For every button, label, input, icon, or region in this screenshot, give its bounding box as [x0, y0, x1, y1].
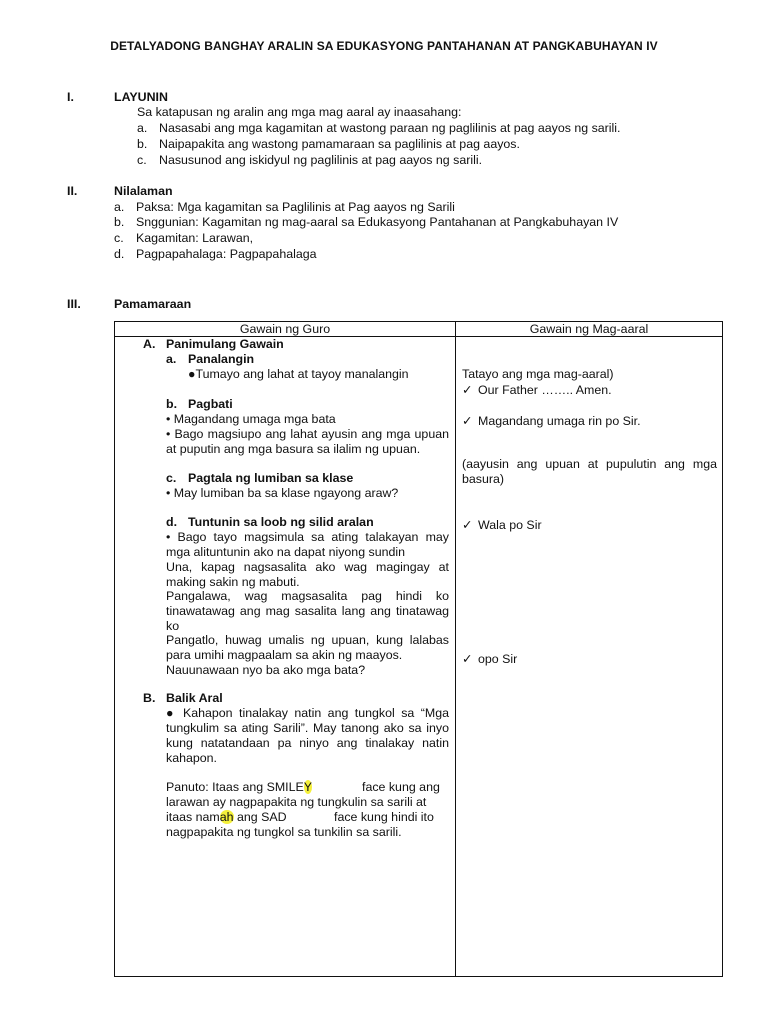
- check-icon: ✓: [462, 652, 473, 666]
- panuto-line: [166, 810, 287, 825]
- sub-title: Pagbati: [188, 397, 233, 411]
- part-marker: A.: [143, 337, 156, 351]
- part-title: Balik Aral: [166, 691, 223, 705]
- list-marker: a.: [137, 121, 148, 135]
- list-text: Paksa: Mga kagamitan sa Paglilinis at Pag aayos ng Sarili: [136, 200, 455, 214]
- greeting-instruction: • Bago magsiupo ang lahat ayusin ang mga upuan at puputin ang mga basura sa ilalim ng upuan.: [166, 427, 449, 456]
- sub-title: Pagtala ng lumiban sa klase: [188, 471, 354, 485]
- section-number: I.: [67, 90, 74, 104]
- section-number: II.: [67, 184, 78, 198]
- response-text: Our Father …….. Amen.: [478, 383, 612, 397]
- check-icon: ✓: [462, 383, 473, 397]
- student-response: Tatayo ang mga mag-aaral): [462, 367, 614, 381]
- panuto-line: [166, 780, 312, 795]
- student-response: [462, 518, 542, 533]
- teacher-cell: [115, 337, 456, 977]
- panuto-text: Panuto: Itaas ang SMILE: [166, 780, 304, 794]
- sub-title: Panalangin: [188, 352, 255, 366]
- layunin-item: [137, 121, 621, 136]
- list-text: Nasasabi ang mga kagamitan at wastong paraan ng paglilinis at pag aayos ng sarili.: [159, 121, 621, 135]
- section-heading: LAYUNIN: [114, 90, 168, 104]
- list-marker: c.: [137, 153, 147, 167]
- panuto-text: larawan ay nagpapakita ng tungkulin sa sarili at: [166, 795, 427, 809]
- sub-marker: b.: [166, 397, 178, 411]
- table-header-row: [115, 322, 723, 337]
- response-text: Wala po Sir: [478, 518, 542, 532]
- list-text: Kagamitan: Larawan,: [136, 231, 254, 245]
- sub-marker: c.: [166, 471, 177, 485]
- panuto-text: itaas nam: [166, 810, 220, 824]
- check-icon: ✓: [462, 518, 473, 532]
- part-marker: B.: [143, 691, 156, 705]
- layunin-item: [137, 153, 482, 168]
- panuto-text: face kung hindi ito: [334, 810, 434, 824]
- rules-paragraph: Pangatlo, huwag umalis ng upuan, kung lalabas para umihi magpaalam sa akin ng maayos.: [166, 633, 449, 662]
- list-text: Pagpapahalaga: Pagpapahalaga: [136, 247, 317, 261]
- check-icon: ✓: [462, 414, 473, 428]
- list-text: Nasusunod ang iskidyul ng paglilinis at pag aayos ng sarili.: [159, 153, 483, 167]
- part-title: Panimulang Gawain: [166, 337, 284, 351]
- student-response: [462, 414, 641, 429]
- student-response: (aayusin ang upuan at pupulutin ang mga basura): [462, 457, 717, 486]
- greeting-line: • Magandang umaga mga bata: [166, 412, 336, 426]
- list-text: Naipapakita ang wastong pamamaraan sa paglilinis at pag aayos.: [159, 137, 520, 151]
- panuto-text: nagpapakita ng tungkol sa tunkilin sa sarili.: [166, 825, 402, 839]
- response-text: Magandang umaga rin po Sir.: [478, 414, 641, 428]
- section-number: III.: [67, 297, 81, 311]
- highlight-mark: Y: [303, 780, 313, 794]
- student-response: [462, 383, 612, 398]
- list-marker: d.: [114, 247, 125, 261]
- sub-marker: a.: [166, 352, 177, 366]
- rules-paragraph: Una, kapag nagsasalita ako wag magingay at making sakin ng mabuti.: [166, 560, 449, 589]
- panuto-text: face kung ang: [362, 780, 440, 794]
- student-cell: [456, 337, 723, 977]
- panuto-text: ang SAD: [233, 810, 287, 824]
- highlight-mark: ah: [219, 810, 234, 824]
- sub-marker: d.: [166, 515, 178, 529]
- column-header-teacher: Gawain ng Guro: [115, 322, 456, 337]
- attendance-question: • May lumiban ba sa klase ngayong araw?: [166, 486, 399, 500]
- rules-paragraph: Pangalawa, wag magsasalita pag hindi ko tinawatawag ang mag sasalita lang ang tinatawag ko: [166, 589, 449, 633]
- student-response: [462, 652, 517, 667]
- list-marker: b.: [137, 137, 148, 151]
- list-text: Snggunian: Kagamitan ng mag-aaral sa Edukasyong Pantahanan at Pangkabuhayan IV: [136, 215, 619, 229]
- response-text: opo Sir: [478, 652, 518, 666]
- nilalaman-item: [114, 215, 618, 230]
- column-header-student: Gawain ng Mag-aaral: [456, 322, 723, 337]
- document-title: DETALYADONG BANGHAY ARALIN SA EDUKASYONG PANTAHANAN AT PANGKABUHAYAN IV: [110, 39, 658, 53]
- list-marker: a.: [114, 200, 125, 214]
- nilalaman-item: [114, 247, 317, 262]
- nilalaman-item: [114, 231, 253, 246]
- layunin-item: [137, 137, 520, 152]
- procedure-table: [114, 321, 723, 977]
- layunin-intro: Sa katapusan ng aralin ang mga mag aaral ay inaasahang:: [137, 105, 462, 119]
- prayer-instruction: ●Tumayo ang lahat at tayoy manalangin: [188, 367, 409, 381]
- list-marker: c.: [114, 231, 124, 245]
- rules-question: Nauunawaan nyo ba ako mga bata?: [166, 663, 366, 677]
- review-paragraph: ● Kahapon tinalakay natin ang tungkol sa “Mga tungkulim sa ating Sarili”. May tanong ako sa inyo kung natatandaan pa ninyo ang tinalakay natin kahapon.: [166, 706, 449, 765]
- rules-paragraph: • Bago tayo magsimula sa ating talakayan may mga alituntunin ako na dapat niyong sundin: [166, 530, 449, 559]
- table-row: [115, 337, 723, 977]
- sub-title: Tuntunin sa loob ng silid aralan: [188, 515, 374, 529]
- list-marker: b.: [114, 215, 125, 229]
- section-heading: Nilalaman: [114, 184, 173, 198]
- section-heading: Pamamaraan: [114, 297, 192, 311]
- nilalaman-item: [114, 200, 455, 215]
